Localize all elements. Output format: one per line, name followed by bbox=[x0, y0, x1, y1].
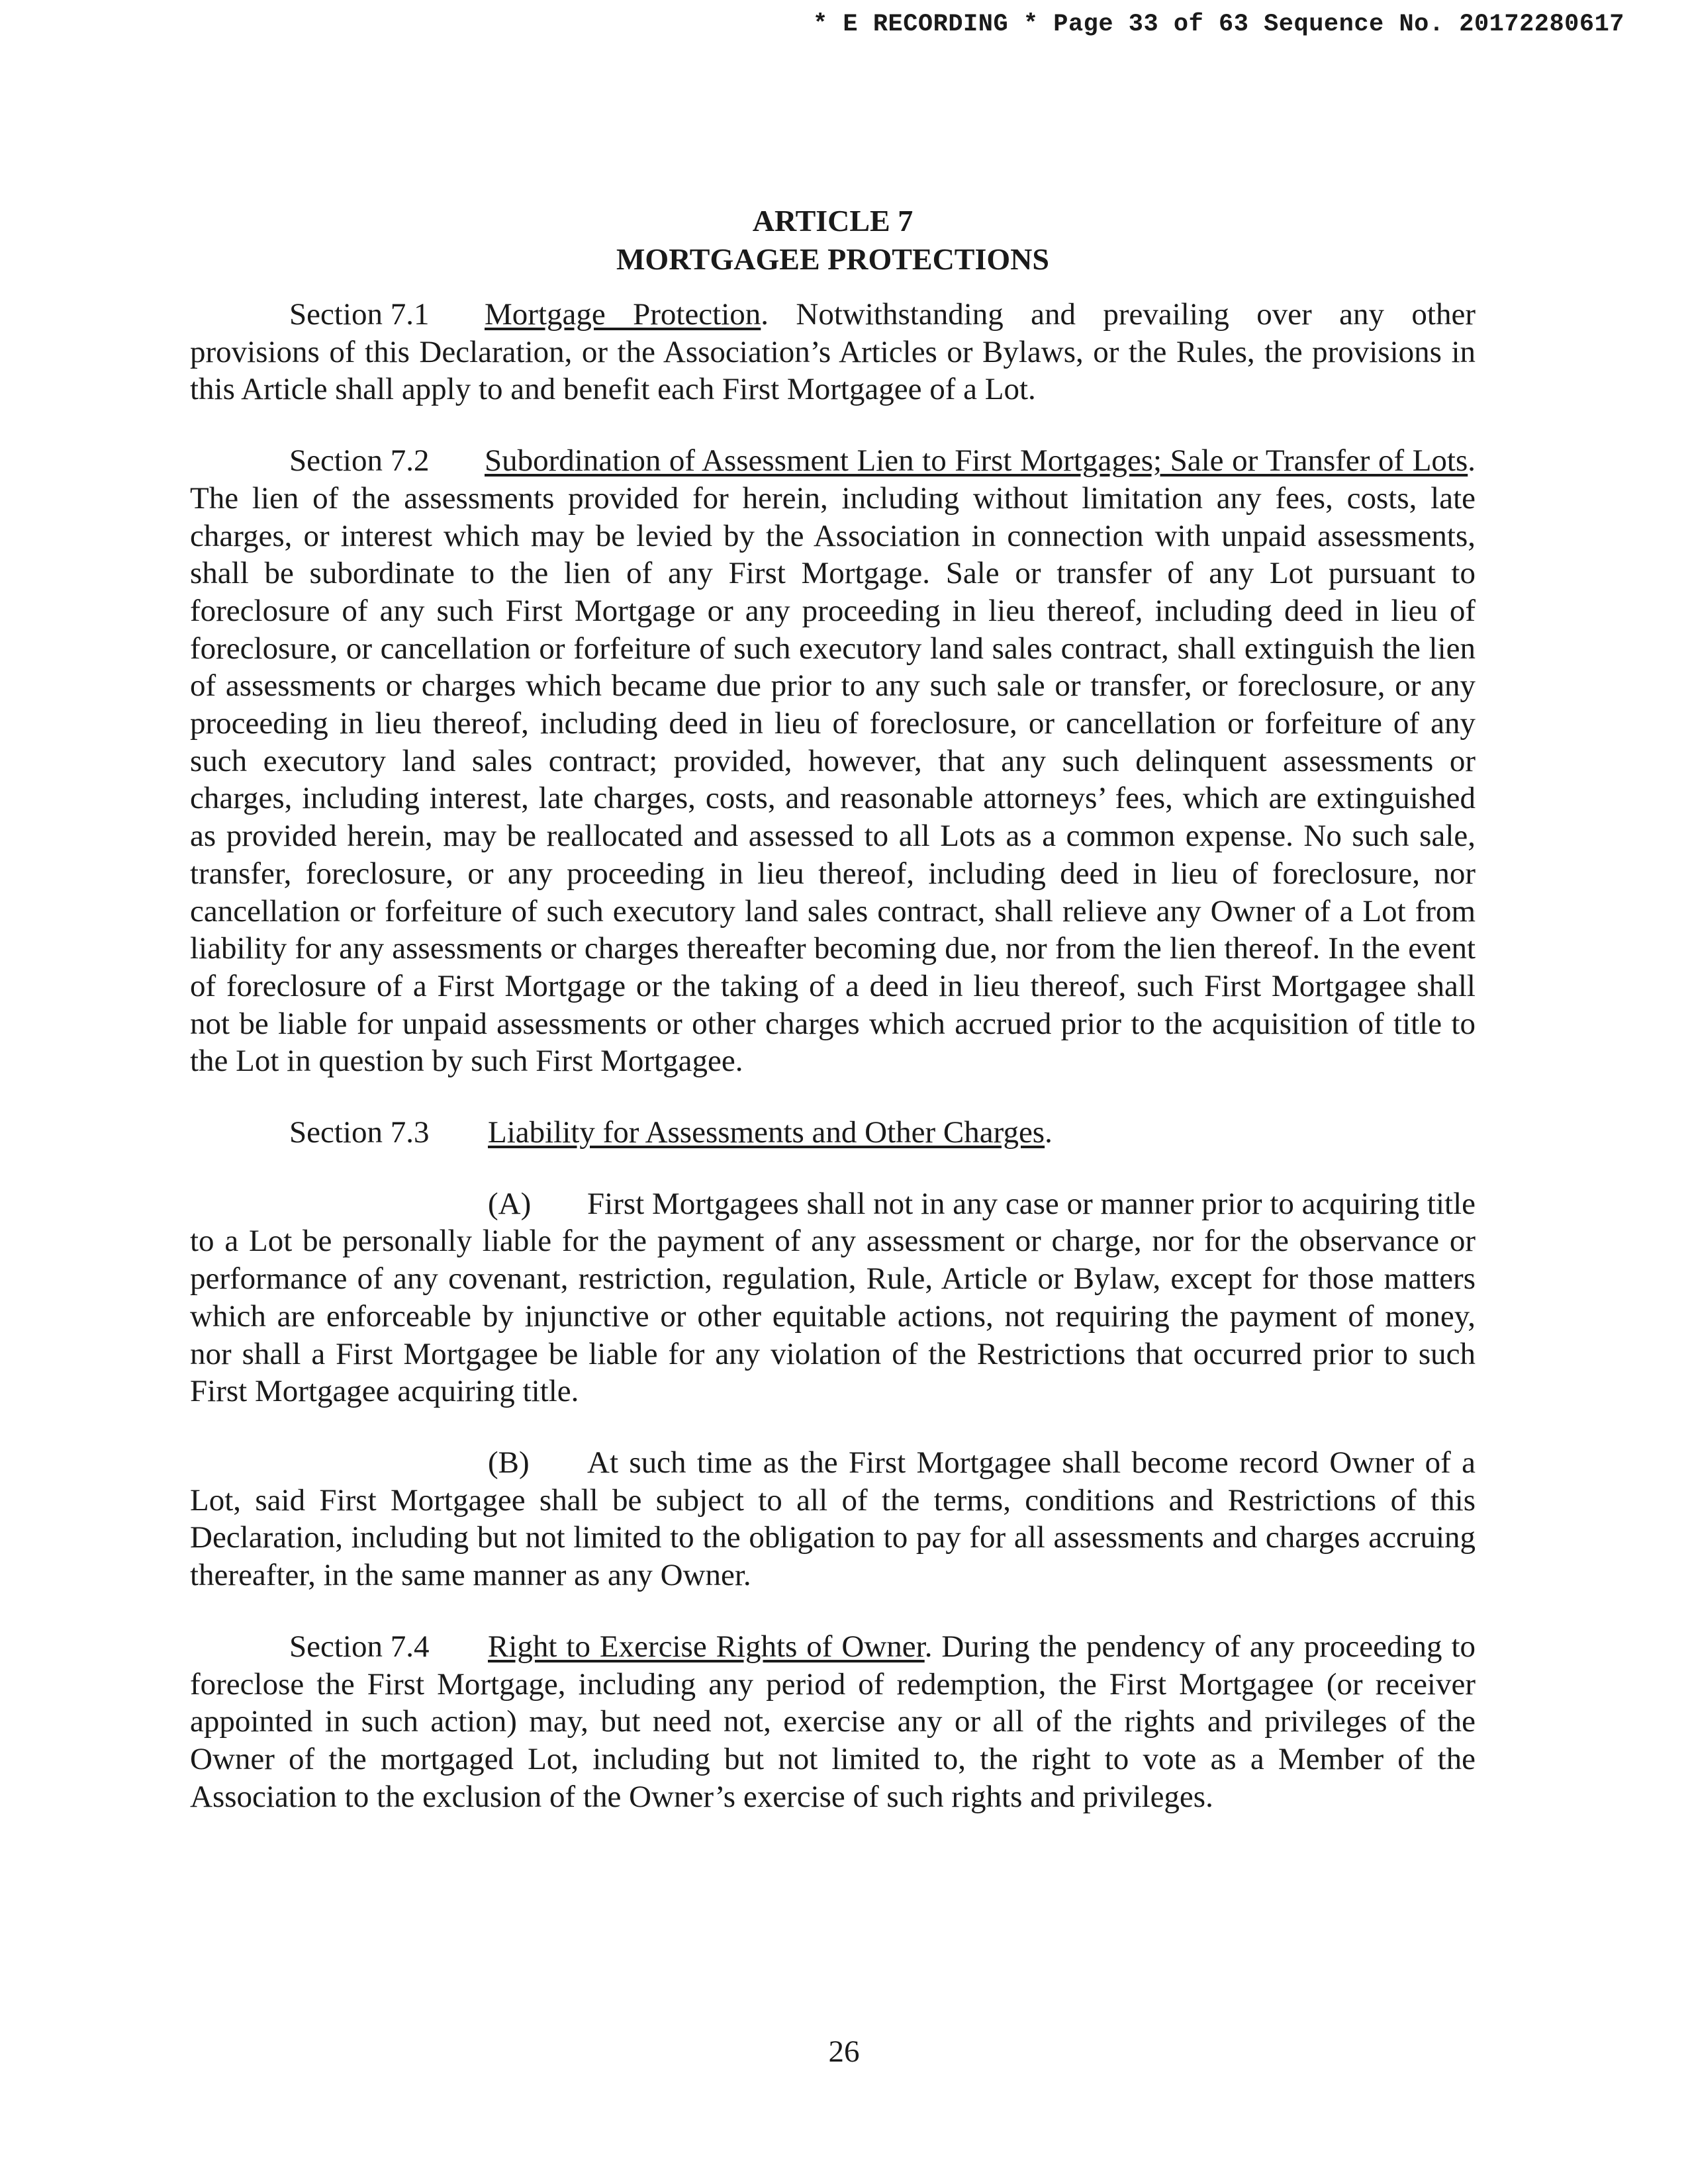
section-7-4 bbox=[190, 1628, 1476, 1816]
section-7-1-body: . Notwithstanding and prevailing over any other provisions of this Declaration, or the Association’s Articles or Bylaws, or the Rules, the provisions in this Article shall apply to and benefit each First Mortgagee of a Lot. bbox=[190, 297, 1476, 407]
section-7-2 bbox=[190, 442, 1476, 1080]
section-7-1-heading: Mortgage Protection bbox=[485, 297, 761, 332]
subsection-b-label: (B) bbox=[488, 1445, 530, 1480]
section-7-3 bbox=[190, 1114, 1476, 1152]
section-7-3-heading-end: . bbox=[1045, 1115, 1053, 1150]
article-title: MORTGAGEE PROTECTIONS bbox=[616, 242, 1049, 276]
section-7-2-number: Section 7.2 bbox=[289, 443, 430, 478]
section-7-3-subsection-b bbox=[190, 1444, 1476, 1594]
section-7-4-number: Section 7.4 bbox=[289, 1629, 430, 1664]
document-body bbox=[190, 202, 1476, 1849]
section-7-3-subsection-a bbox=[190, 1185, 1476, 1410]
subsection-a-body: First Mortgagees shall not in any case or manner prior to acquiring title to a Lot be personally liable for the payment of any assessment or charge, nor for the observance or performance of any covenant, restriction, regulation, Rule, Article or Bylaw, except for those matters which are enforceable by injunctive or other equitable actions, not requiring the payment of money, nor shall a First Mortgagee be liable for any violation of the Restrictions that occurred prior to such First Mortgagee acquiring title. bbox=[190, 1186, 1476, 1409]
section-7-1 bbox=[190, 296, 1476, 408]
article-number: ARTICLE 7 bbox=[752, 204, 914, 238]
article-heading bbox=[190, 202, 1476, 279]
section-7-1-number: Section 7.1 bbox=[289, 297, 430, 332]
recording-header: * E RECORDING * Page 33 of 63 Sequence No. 20172280617 bbox=[813, 11, 1624, 38]
section-7-4-heading: Right to Exercise Rights of Owner bbox=[488, 1629, 925, 1664]
page-number: 26 bbox=[828, 2034, 860, 2069]
section-7-2-heading: Subordination of Assessment Lien to First Mortgages; Sale or Transfer of Lots bbox=[485, 443, 1468, 478]
section-7-3-number: Section 7.3 bbox=[289, 1115, 430, 1150]
section-7-2-body: . The lien of the assessments provided for herein, including without limitation any fees, costs, late charges, or interest which may be levied by the Association in connection with unpaid assessments, shall be subordinate to the lien of any First Mortgage. Sale or transfer of any Lot pursuant to foreclosure of any such First Mortgage or any proceeding in lieu thereof, including deed in lieu of foreclosure, or cancellation or forfeiture of such executory land sales contract, shall extinguish the lien of assessments or charges which became due prior to any such sale or transfer, or foreclosure, or any proceeding in lieu thereof, including deed in lieu of foreclosure, or cancellation or forfeiture of any such executory land sales contract; provided, however, that any such delinquent assessments or charges, including interest, late charges, costs, and reasonable attorneys’ fees, which are extinguished as provided herein, may be reallocated and assessed to all Lots as a common expense. No such sale, transfer, foreclosure, or any proceeding in lieu thereof, including deed in lieu of foreclosure, nor cancellation or forfeiture of such executory land sales contract, shall relieve any Owner of a Lot from liability for any assessments or charges thereafter becoming due, nor from the lien thereof. In the event of foreclosure of a First Mortgage or the taking of a deed in lieu thereof, such First Mortgagee shall not be liable for unpaid assessments or other charges which accrued prior to the acquisition of title to the Lot in question by such First Mortgagee. bbox=[190, 443, 1476, 1079]
section-7-3-heading: Liability for Assessments and Other Charges bbox=[488, 1115, 1045, 1150]
subsection-a-label: (A) bbox=[488, 1186, 532, 1221]
subsection-b-body: At such time as the First Mortgagee shall become record Owner of a Lot, said First Mortgagee shall be subject to all of the terms, conditions and Restrictions of this Declaration, including but not limited to the obligation to pay for all assessments and charges accruing thereafter, in the same manner as any Owner. bbox=[190, 1445, 1476, 1593]
section-7-4-body: . During the pendency of any proceeding to foreclose the First Mortgage, including any period of redemption, the First Mortgagee (or receiver appointed in such action) may, but need not, exercise any or all of the rights and privileges of the Owner of the mortgaged Lot, including but not limited to, the right to vote as a Member of the Association to the exclusion of the Owner’s exercise of such rights and privileges. bbox=[190, 1629, 1476, 1814]
